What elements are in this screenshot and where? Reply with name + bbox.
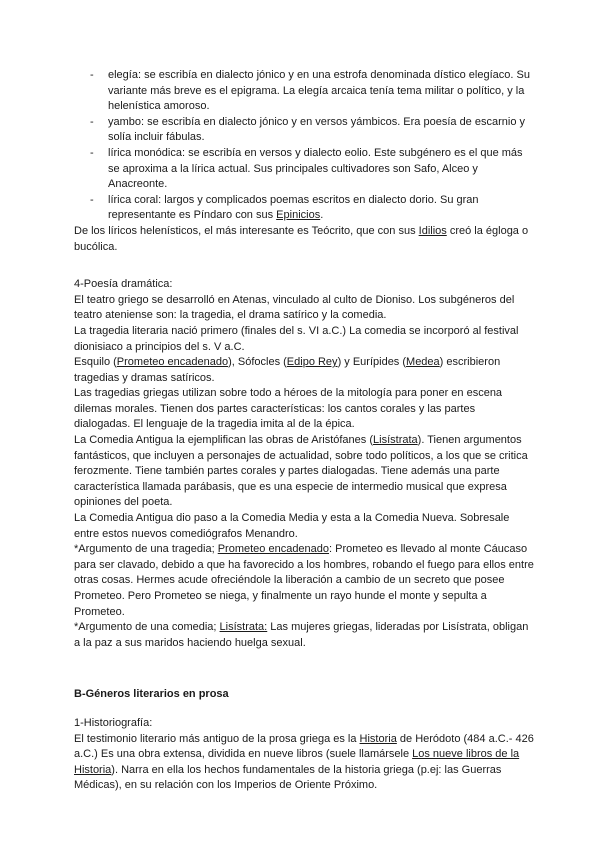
bullet-dash: - — [90, 69, 94, 81]
work-title: Prometeo encadenado — [217, 543, 330, 556]
comedy-argument: *Argumento de una comedia; Lisístrata: Las mujeres griegas, lideradas por Lisístrata, obligan a la paz a sus maridos haciendo huelga sexual. — [74, 621, 529, 649]
work-title: Los nueve libros de la Historia — [74, 748, 520, 776]
bullet-dash: - — [90, 146, 94, 159]
work-title: Prometeo encadenado — [116, 356, 229, 369]
drama-paragraph-1: El teatro griego se desarrolló en Atenas, vinculado al culto de Dioniso. Los subgéneros del teatro ateniense son: la tragedia, el drama satírico y la comedia. — [74, 293, 515, 322]
drama-paragraph-3: Esquilo (Prometeo encadenado), Sófocles (Edipo Rey) y Eurípides (Medea) escribieron tragedias y dramas satíricos. — [74, 356, 501, 384]
work-title-epinicios: Epinicios — [276, 209, 321, 222]
list-item: - lírica coral: largos y complicados poemas escritos en dialecto dorio. Su gran representante es Píndaro con sus Epinicios. — [90, 193, 479, 222]
list-item-text: lírica monódica: se escribía en versos y dialecto eolio. Este subgénero es el que más se aproxima a la lírica actual. Sus principales cultivadores son Safo, Alceo y Anacreonte. — [108, 146, 523, 191]
work-title: Edipo Rey — [286, 356, 338, 369]
list-item — [74, 68, 534, 115]
work-title: Lisístrata: — [219, 621, 268, 634]
hellenistic-paragraph: De los líricos helenísticos, el más interesante es Teócrito, que con sus Idilios creó la égloga o bucólica. — [74, 224, 529, 253]
section-heading-prose: B-Géneros literarios en prosa — [74, 688, 229, 701]
list-item-text: lírica coral: largos y complicados poemas escritos en dialecto dorio. Su gran representante es Píndaro con sus — [108, 193, 479, 222]
drama-paragraph-4: Las tragedias griegas utilizan sobre todo a héroes de la mitología para poner en escena dilemas morales. Tienen dos partes características: los cantos corales y las partes dialogadas. El lenguaje de la tragedia imita al de la épica. — [74, 387, 503, 431]
list-item-text: elegía: se escribía en dialecto jónico y en una estrofa denominada dístico elegíaco. Su variante más breve es el epigrama. La elegía arcaica tenía tema militar o político, y la helenística amoroso. — [108, 69, 530, 113]
bullet-dash: - — [90, 115, 94, 128]
work-title-idilios: Idilios — [418, 224, 447, 237]
document-page — [74, 68, 534, 794]
tragedy-argument: *Argumento de una tragedia; Prometeo encadenado: Prometeo es llevado al monte Cáucaso para ser clavado, debido a que ha favorecido a los hombres, robando el fuego para ellos entre otras cosas. Hermes acude ofreciéndole la liberación a cambio de un secreto que posee Prometeo. Pero Prometeo se niega, y finalmente un rayo hunde el monte y sepulta a Prometeo. — [74, 543, 534, 618]
section-title-historiography: 1-Historiografía: — [74, 716, 153, 729]
section-title-drama: 4-Poesía dramática: — [74, 278, 173, 291]
work-title: Lisístrata — [373, 434, 418, 447]
list-item — [74, 146, 534, 193]
work-title: Historia — [359, 732, 397, 745]
work-title: Medea — [406, 356, 440, 369]
drama-paragraph-5: La Comedia Antigua la ejemplifican las obras de Aristófanes (Lisístrata). Tienen argumentos fantásticos, que incluyen a personajes de actualidad, sobre todo políticos, a los que se critica ferozmente. Tiene también partes corales y partes dialogadas. Tiene además una parte característica llamada parábasis, que es una especie de intermedio musical que expresa opiniones del poeta. — [74, 434, 528, 509]
drama-paragraph-2: La tragedia literaria nació primero (finales del s. VI a.C.) La comedia se incorporó al festival dionisiaco a principios del s. V a.C. — [74, 324, 519, 353]
bullet-dash: - — [90, 193, 94, 206]
list-item — [74, 115, 534, 146]
historiography-paragraph: El testimonio literario más antiguo de la prosa griega es la Historia de Heródoto (484 a.C.- 426 a.C.) Es una obra extensa, dividida en nueve libros (suele llamársele Los nueve libros de la Historia). Narra en ella los hechos fundamentales de la historia griega (p.ej: las Guerras Médicas), en su relación con los Imperios de Oriente Próximo. — [74, 732, 534, 792]
drama-paragraph-6: La Comedia Antigua dio paso a la Comedia Media y esta a la Comedia Nueva. Sobresale entre estos nuevos comediógrafos Menandro. — [74, 512, 510, 540]
lyric-subgenres-list — [74, 68, 534, 224]
list-item-text: yambo: se escribía en dialecto jónico y en versos yámbicos. Era poesía de escarnio y solía incluir fábulas. — [108, 115, 525, 144]
